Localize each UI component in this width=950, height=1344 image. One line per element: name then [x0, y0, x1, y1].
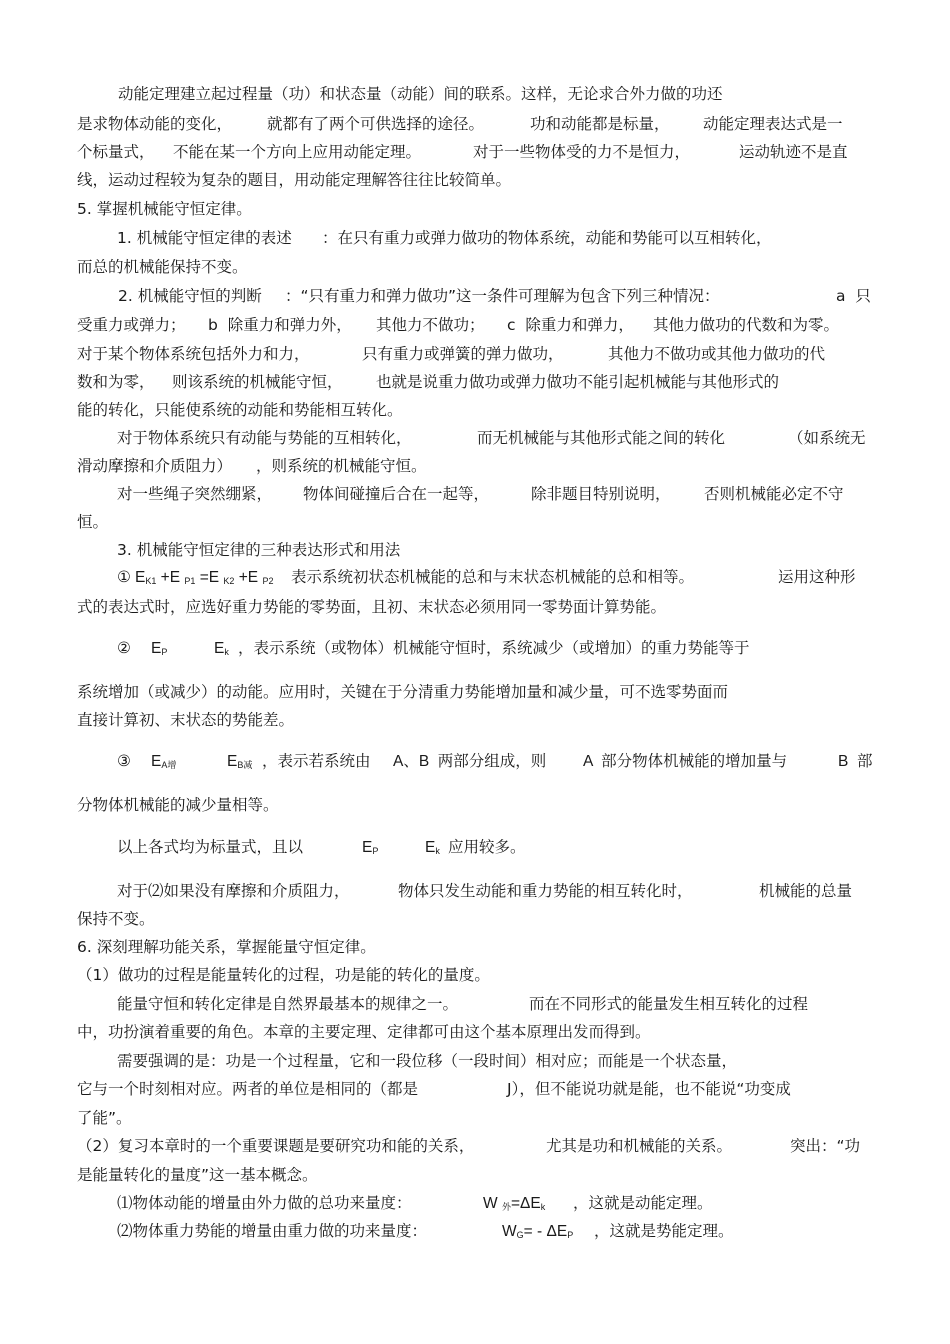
- formula-term: $E_k$: [214, 640, 229, 657]
- paragraph-line: [0, 255, 950, 279]
- text-run: 而总的机械能保持不变。: [77, 258, 248, 276]
- text-run: 其他力做功的代数和为零。: [653, 316, 840, 334]
- paragraph-line: [0, 1020, 950, 1044]
- text-run: 了能”。: [77, 1109, 132, 1127]
- text-run: 只有重力或弹簧的弹力做功，: [362, 345, 564, 363]
- heading-text: 6. 深刻理解功能关系，掌握能量守恒定律。: [77, 938, 376, 956]
- formula-number: ③: [117, 753, 131, 770]
- paragraph-line: [0, 708, 950, 732]
- text-run: 对一些绳子突然绷紧，: [117, 485, 273, 503]
- text-run: 对于某个物体系统包括外力和力，: [77, 345, 310, 363]
- text-run: 否则机械能必定不守: [704, 485, 844, 503]
- text-run: 直接计算初、末状态的势能差。: [77, 711, 295, 729]
- text-run: （1）做功的过程是能量转化的过程，功是能的转化的量度。: [77, 966, 490, 984]
- text-run: ，表示若系统由: [262, 753, 371, 770]
- paragraph-line: [0, 992, 950, 1016]
- text-run: 运用这种形: [778, 569, 856, 586]
- paragraph-line: [0, 907, 950, 931]
- text-run: （如系统无: [788, 429, 866, 447]
- text-run: 除非题目特别说明，: [531, 485, 671, 503]
- subsection-heading: [0, 538, 950, 562]
- paragraph-line: [0, 680, 950, 704]
- text-run: 动能定理建立起过程量（功）和状态量（动能）间的联系。这样，无论求合外力做的功还: [118, 85, 723, 103]
- text-run: a 只: [836, 287, 871, 305]
- paragraph-line: [0, 168, 950, 192]
- paragraph-line: [0, 595, 950, 619]
- heading-text: 5. 掌握机械能守恒定律。: [77, 200, 252, 218]
- paragraph-line: [0, 510, 950, 534]
- text-run: ：“只有重力和弹力做功”这一条件可理解为包含下列三种情况：: [285, 287, 720, 305]
- formula-expression: W $_外=\Delta E_k$: [483, 1195, 546, 1212]
- text-run: 而在不同形式的能量发生相互转化的过程: [529, 995, 809, 1013]
- text-run: ，这就是动能定理。: [573, 1195, 713, 1212]
- paragraph-line: [0, 1134, 950, 1158]
- text-run: 它与一个时刻相对应。两者的单位是相同的（都是: [77, 1080, 419, 1098]
- text-run: 而无机械能与其他形式能之间的转化: [477, 429, 726, 447]
- text-run: 恒。: [77, 513, 109, 531]
- text-run: 应用较多。: [448, 839, 526, 856]
- formula-number: ②: [117, 640, 131, 657]
- paragraph-line: [0, 112, 950, 136]
- formula-line: [0, 566, 950, 590]
- text-run: 也就是说重力做功或弹力做功不能引起机械能与其他形式的: [376, 373, 780, 391]
- text-run: 尤其是功和机械能的关系。: [546, 1137, 733, 1155]
- text-run: 对于物体系统只有动能与势能的互相转化，: [117, 429, 412, 447]
- text-run: 就都有了两个可供选择的途径。: [267, 115, 485, 133]
- heading-text: 3. 机械能守恒定律的三种表达形式和用法: [117, 541, 401, 559]
- paragraph-line: [0, 398, 950, 422]
- paragraph-line: [0, 370, 950, 394]
- text-run: 是能量转化的量度”这一基本概念。: [77, 1166, 318, 1184]
- text-run: A、B 两部分组成，则: [393, 753, 547, 770]
- paragraph-line: [0, 82, 950, 106]
- formula-line: [0, 637, 950, 661]
- paragraph-line: [0, 1163, 950, 1187]
- text-run: J），但不能说功就是能，也不能说“功变成: [507, 1080, 791, 1098]
- paragraph-line: [0, 1049, 950, 1073]
- text-run: 对于一些物体受的力不是恒力，: [473, 143, 691, 161]
- text-run: 是求物体动能的变化，: [77, 115, 233, 133]
- text-run: 线，运动过程较为复杂的题目，用动能定理解答往往比较简单。: [77, 171, 512, 189]
- text-run: B 部: [838, 753, 873, 770]
- text-run: 物体间碰撞后合在一起等，: [303, 485, 490, 503]
- section-heading: [0, 197, 950, 221]
- formula-line: [0, 1192, 950, 1216]
- text-run: 数和为零，: [77, 373, 155, 391]
- text-run: 不能在某一个方向上应用动能定理。: [173, 143, 422, 161]
- paragraph-line: [0, 1106, 950, 1130]
- formula-term: $E_P$: [362, 839, 379, 856]
- paragraph-line: [0, 140, 950, 164]
- text-run: 中，功扮演着重要的角色。本章的主要定理、定律都可由这个基本原理出发而得到。: [77, 1023, 651, 1041]
- paragraph-line: [0, 342, 950, 366]
- formula-term: $E_{B减}$: [227, 753, 253, 770]
- text-run: 受重力或弹力；: [77, 316, 186, 334]
- formula-term: $E_k$: [425, 839, 440, 856]
- paragraph-line: [0, 793, 950, 817]
- text-run: 对于⑵如果没有摩擦和介质阻力，: [117, 882, 350, 900]
- text-run: 个标量式，: [77, 143, 155, 161]
- paragraph-line: [0, 226, 950, 250]
- section-heading: [0, 935, 950, 959]
- text-run: ，这就是势能定理。: [594, 1223, 734, 1240]
- paragraph-line: [0, 313, 950, 337]
- paragraph-line: [0, 836, 950, 860]
- text-run: ，则系统的机械能守恒。: [256, 457, 427, 475]
- text-run: 2. 机械能守恒的判断: [118, 287, 262, 305]
- text-run: 则该系统的机械能守恒，: [172, 373, 343, 391]
- text-run: 运动轨迹不是直: [739, 143, 848, 161]
- text-run: 式的表达式时，应选好重力势能的零势面，且初、末状态必须用同一零势面计算势能。: [77, 598, 667, 616]
- paragraph-line: [0, 284, 950, 308]
- paragraph-line: [0, 879, 950, 903]
- text-run: 保持不变。: [77, 910, 155, 928]
- text-run: 滑动摩擦和介质阻力）: [77, 457, 233, 475]
- text-run: A 部分物体机械能的增加量与: [583, 753, 788, 770]
- text-run: 能量守恒和转化定律是自然界最基本的规律之一。: [117, 995, 459, 1013]
- paragraph-line: [0, 426, 950, 450]
- text-run: 需要强调的是：功是一个过程量，它和一段位移（一段时间）相对应；而能是一个状态量，: [117, 1052, 738, 1070]
- text-run: ⑴物体动能的增量由外力做的总功来量度：: [117, 1195, 412, 1212]
- paragraph-line: [0, 1077, 950, 1101]
- text-run: 其他力不做功；: [376, 316, 485, 334]
- formula-line: [0, 750, 950, 774]
- formula-expression: $E_{K1} +E$ $_{P1}$ =E $_{K2}$ +E $_{P2}$: [135, 569, 274, 586]
- text-run: 动能定理表达式是一: [703, 115, 843, 133]
- text-run: 1. 机械能守恒定律的表述: [117, 229, 292, 247]
- text-run: 功和动能都是标量，: [530, 115, 670, 133]
- text-run: 能的转化，只能使系统的动能和势能相互转化。: [77, 401, 403, 419]
- text-run: c 除重力和弹力，: [507, 316, 634, 334]
- formula-term: $E_P$: [151, 640, 168, 657]
- paragraph-line: [0, 963, 950, 987]
- text-run: 系统增加（或减少）的动能。应用时，关键在于分清重力势能增加量和减少量，可不选零势面而: [77, 683, 729, 701]
- text-run: 机械能的总量: [759, 882, 853, 900]
- text-run: 突出：“功: [790, 1137, 861, 1155]
- text-run: 物体只发生动能和重力势能的相互转化时，: [398, 882, 693, 900]
- formula-expression: $W_G= - \Delta E_P$: [502, 1223, 574, 1240]
- paragraph-line: [0, 482, 950, 506]
- formula-line: [0, 1220, 950, 1244]
- text-run: 其他力不做功或其他力做功的代: [608, 345, 826, 363]
- text-run: 以上各式均为标量式，且以: [117, 839, 304, 856]
- text-run: ，表示系统（或物体）机械能守恒时，系统减少（或增加）的重力势能等于: [238, 640, 750, 657]
- text-run: （2）复习本章时的一个重要课题是要研究功和能的关系，: [77, 1137, 475, 1155]
- paragraph-line: [0, 454, 950, 478]
- text-run: ：在只有重力或弹力做功的物体系统，动能和势能可以互相转化，: [322, 229, 772, 247]
- text-run: 分物体机械能的减少量相等。: [77, 796, 279, 814]
- formula-number: ①: [117, 569, 131, 586]
- formula-term: $E_{A增}$: [151, 753, 177, 770]
- text-run: b 除重力和弹力外，: [208, 316, 352, 334]
- text-run: 表示系统初状态机械能的总和与末状态机械能的总和相等。: [291, 569, 695, 586]
- text-run: ⑵物体重力势能的增量由重力做的功来量度：: [117, 1223, 428, 1240]
